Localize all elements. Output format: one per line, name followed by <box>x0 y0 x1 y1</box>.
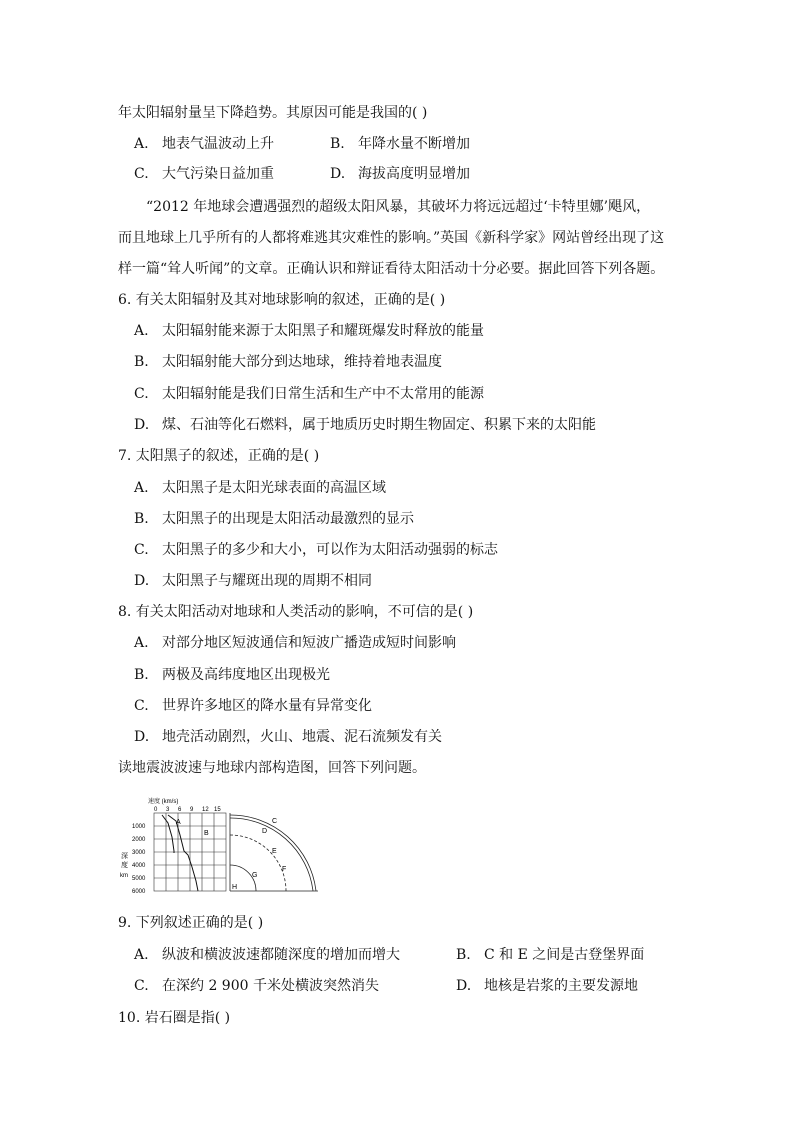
q10-stem: 10. 岩石圈是指( ) <box>118 1010 231 1026</box>
speed-tick: 0 <box>154 807 158 813</box>
q9-option-d <box>456 977 638 995</box>
q8-option-c <box>134 697 372 715</box>
option-text: 太阳辐射能大部分到达地球，维持着地表温度 <box>162 354 442 370</box>
option-text: 地表气温波动上升 <box>162 136 274 152</box>
depth-tick: 5000 <box>132 876 146 882</box>
layer-label-f: F <box>282 866 287 873</box>
seismic-figure-svg <box>118 795 328 900</box>
option-text: 太阳辐射能来源于太阳黑子和耀斑爆发时释放的能量 <box>162 323 484 339</box>
q7-stem: 7. 太阳黑子的叙述，正确的是( ) <box>118 448 320 464</box>
speed-axis-label: 速度 (km/s) <box>148 799 179 805</box>
q6-stem: 6. 有关太阳辐射及其对地球影响的叙述，正确的是( ) <box>118 292 446 308</box>
option-text: 对部分地区短波通信和短波广播造成短时间影响 <box>162 635 456 651</box>
option-letter: B. <box>456 947 471 963</box>
depth-tick: 3000 <box>132 850 146 856</box>
option-text: 太阳黑子的出现是太阳活动最激烈的显示 <box>162 511 414 527</box>
option-letter: A. <box>134 635 149 651</box>
speed-tick: 12 <box>202 807 209 813</box>
passage-line-2: 而且地球上几乎所有的人都将难逃其灾难性的影响。”英国《新科学家》网站曾经出现了这 <box>118 230 665 246</box>
option-text: 世界许多地区的降水量有异常变化 <box>162 698 372 714</box>
q6-option-b <box>134 353 442 371</box>
q5-option-b <box>330 135 470 153</box>
q5-stem: 年太阳辐射量呈下降趋势。其原因可能是我国的( ) <box>118 105 428 121</box>
option-letter: A. <box>134 136 149 152</box>
speed-tick: 6 <box>178 807 182 813</box>
option-text: 地核是岩浆的主要发源地 <box>484 978 638 994</box>
q5-option-a <box>134 135 274 153</box>
option-letter: C. <box>134 542 149 558</box>
option-text: 两极及高纬度地区出现极光 <box>162 667 330 683</box>
option-letter: C. <box>134 166 149 182</box>
figure-intro: 读地震波波速与地球内部构造图，回答下列问题。 <box>118 760 426 776</box>
option-letter: D. <box>456 978 472 994</box>
q8-stem: 8. 有关太阳活动对地球和人类活动的影响，不可信的是( ) <box>118 604 474 620</box>
q6-option-d <box>134 416 596 434</box>
s-wave-curve <box>162 815 174 853</box>
option-text: 海拔高度明显增加 <box>358 166 470 182</box>
q7-option-a <box>134 479 386 497</box>
q8-option-b <box>134 666 330 684</box>
p-wave-curve <box>168 815 198 891</box>
q5-option-c <box>134 165 274 183</box>
q7-option-c <box>134 541 498 559</box>
speed-tick: 9 <box>190 807 194 813</box>
option-text: 太阳辐射能是我们日常生活和生产中不太常用的能源 <box>162 386 484 402</box>
speed-tick: 15 <box>214 807 221 813</box>
q6-option-c <box>134 385 484 403</box>
option-text: 太阳黑子是太阳光球表面的高温区域 <box>162 480 386 496</box>
q7-option-b <box>134 510 414 528</box>
option-text: 地壳活动剧烈，火山、地震、泥石流频发有关 <box>162 729 442 745</box>
layer-label-c: C <box>272 818 278 825</box>
option-letter: D. <box>134 417 150 433</box>
depth-tick: 2000 <box>132 837 146 843</box>
option-letter: A. <box>134 323 149 339</box>
option-letter: D. <box>134 573 150 589</box>
option-text: 太阳黑子与耀斑出现的周期不相同 <box>162 573 372 589</box>
seismic-figure <box>118 795 328 900</box>
option-letter: A. <box>134 480 149 496</box>
layer-label-e: E <box>272 848 277 855</box>
curve-a-label: A <box>176 819 181 826</box>
q5-option-d <box>330 165 470 183</box>
depth-tick: 1000 <box>132 824 146 830</box>
option-text: 煤、石油等化石燃料，属于地质历史时期生物固定、积累下来的太阳能 <box>162 417 596 433</box>
depth-unit: km <box>120 873 128 879</box>
depth-tick: 4000 <box>132 863 146 869</box>
depth-label: 深 <box>121 853 128 860</box>
option-letter: D. <box>330 166 346 182</box>
option-text: 在深约 2 900 千米处横波突然消失 <box>162 978 379 994</box>
option-text: 太阳黑子的多少和大小，可以作为太阳活动强弱的标志 <box>162 542 498 558</box>
option-text: 年降水量不断增加 <box>358 136 470 152</box>
q9-option-b <box>456 946 644 964</box>
option-text: C 和 E 之间是古登堡界面 <box>484 947 645 963</box>
option-letter: B. <box>134 667 149 683</box>
speed-tick: 3 <box>166 807 170 813</box>
option-letter: C. <box>134 698 149 714</box>
option-text: 大气污染日益加重 <box>162 166 274 182</box>
q6-option-a <box>134 322 484 340</box>
option-letter: B. <box>330 136 345 152</box>
grid <box>154 813 226 891</box>
option-letter: A. <box>134 947 149 963</box>
passage-line-1: “2012 年地球会遭遇强烈的超级太阳风暴，其破坏力将远远超过‘卡特里娜’飓风， <box>146 199 651 215</box>
option-letter: C. <box>134 386 149 402</box>
q9-option-a <box>134 946 400 964</box>
depth-tick: 6000 <box>132 889 146 895</box>
option-letter: D. <box>134 729 150 745</box>
q7-option-d <box>134 572 372 590</box>
layer-label-h: H <box>232 884 238 891</box>
option-letter: B. <box>134 354 149 370</box>
passage-line-3: 样一篇“耸人听闻”的文章。正确认识和辩证看待太阳活动十分必要。据此回答下列各题。 <box>118 261 665 277</box>
option-letter: C. <box>134 978 149 994</box>
option-letter: B. <box>134 511 149 527</box>
curve-b-label: B <box>204 830 209 837</box>
layer-label-g: G <box>252 872 258 879</box>
layer-label-d: D <box>262 828 268 835</box>
q8-option-d <box>134 728 442 746</box>
option-text: 纵波和横波波速都随深度的增加而增大 <box>162 947 400 963</box>
depth-label: 度 <box>121 862 128 869</box>
q9-option-c <box>134 977 379 995</box>
q9-stem: 9. 下列叙述正确的是( ) <box>118 915 264 931</box>
q8-option-a <box>134 634 456 652</box>
